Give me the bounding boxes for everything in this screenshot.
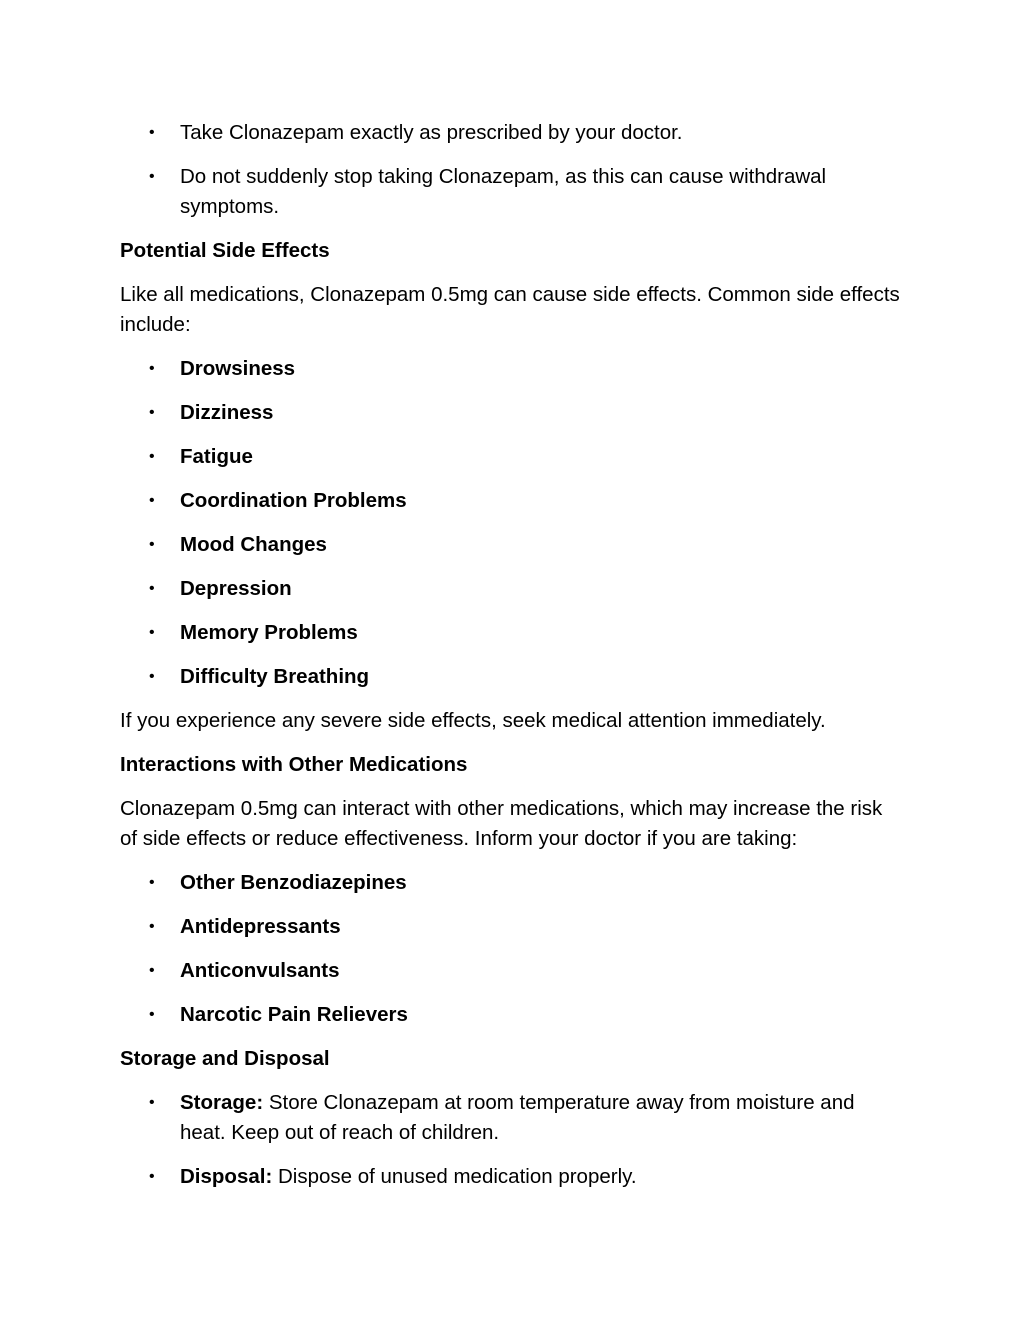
list-item-text: Dizziness [180, 401, 274, 424]
bullet-icon: • [149, 536, 155, 553]
bullet-icon: • [149, 624, 155, 641]
list-item [120, 1000, 900, 1030]
bullet-icon: • [149, 668, 155, 685]
list-item [120, 618, 900, 648]
list-item-text: Do not suddenly stop taking Clonazepam, as this can cause withdrawal symptoms. [180, 165, 827, 218]
bullet-icon: • [149, 1168, 155, 1185]
disposal-text: Dispose of unused medication properly. [277, 1165, 637, 1188]
list-item [120, 868, 900, 898]
bullet-icon: • [149, 580, 155, 597]
bullet-icon: • [149, 962, 155, 979]
list-item [120, 354, 900, 384]
list-item [120, 662, 900, 692]
list-item-text: Fatigue [180, 445, 253, 468]
storage-heading: Storage and Disposal [120, 1047, 330, 1070]
list-item [120, 486, 900, 516]
bullet-icon: • [149, 1006, 155, 1023]
bullet-icon: • [149, 918, 155, 935]
side-effects-heading: Potential Side Effects [120, 239, 330, 262]
list-item [120, 912, 900, 942]
list-item [120, 1162, 900, 1192]
list-item-text: Memory Problems [180, 621, 358, 644]
bullet-icon: • [149, 168, 155, 185]
bullet-icon: • [149, 492, 155, 509]
bullet-icon: • [149, 448, 155, 465]
bullet-icon: • [149, 1094, 155, 1111]
list-item [120, 530, 900, 560]
list-item-text: Coordination Problems [180, 489, 407, 512]
interactions-intro: Clonazepam 0.5mg can interact with other medications, which may increase the risk of side effects or reduce effectiveness. Inform your doctor if you are taking: [120, 797, 883, 850]
bullet-icon: • [149, 874, 155, 891]
list-item-text: Antidepressants [180, 915, 341, 938]
bullet-icon: • [149, 404, 155, 421]
list-item [120, 398, 900, 428]
list-item-text: Depression [180, 577, 292, 600]
side-effects-intro: Like all medications, Clonazepam 0.5mg can cause side effects. Common side effects include: [120, 283, 900, 336]
instructions-list [120, 118, 900, 222]
storage-text: Store Clonazepam at room temperature away from moisture and heat. Keep out of reach of children. [180, 1091, 855, 1144]
list-item-text: Other Benzodiazepines [180, 871, 407, 894]
disposal-label: Disposal: [180, 1165, 273, 1188]
list-item [120, 1088, 900, 1148]
list-item-text: Mood Changes [180, 533, 327, 556]
side-effects-warning: If you experience any severe side effects, seek medical attention immediately. [120, 709, 826, 732]
side-effects-list [120, 354, 900, 692]
bullet-icon: • [149, 360, 155, 377]
list-item-text: Difficulty Breathing [180, 665, 370, 688]
list-item-text: Anticonvulsants [180, 959, 340, 982]
bullet-icon: • [149, 124, 155, 141]
storage-label: Storage: [180, 1091, 264, 1114]
list-item-text: Narcotic Pain Relievers [180, 1003, 408, 1026]
list-item [120, 574, 900, 604]
list-item [120, 162, 900, 222]
list-item [120, 442, 900, 472]
list-item-text: Drowsiness [180, 357, 296, 380]
interactions-list [120, 868, 900, 1030]
document-page [120, 118, 900, 1206]
interactions-heading: Interactions with Other Medications [120, 753, 468, 776]
list-item [120, 118, 900, 148]
list-item-text: Take Clonazepam exactly as prescribed by your doctor. [180, 121, 683, 144]
list-item [120, 956, 900, 986]
storage-list [120, 1088, 900, 1192]
